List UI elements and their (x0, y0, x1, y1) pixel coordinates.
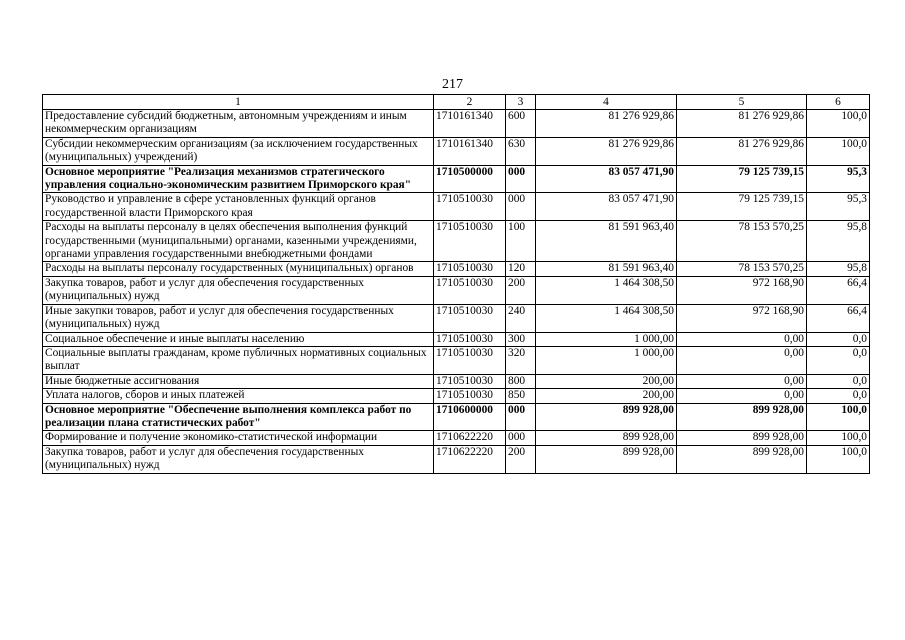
row-type-cell: 200 (506, 445, 536, 473)
row-percent-cell: 100,0 (807, 431, 870, 445)
row-type-cell: 120 (506, 262, 536, 276)
table-row (43, 304, 870, 332)
row-name-cell: Основное мероприятие "Обеспечение выполнения комплекса работ по реализации плана статистических работ" (43, 403, 434, 431)
row-name-cell: Расходы на выплаты персоналу государственных (муниципальных) органов (43, 262, 434, 276)
row-planned-amount-cell: 81 276 929,86 (536, 137, 677, 165)
row-executed-amount-cell: 81 276 929,86 (677, 110, 807, 138)
row-name-cell: Руководство и управление в сфере установленных функций органов государственной власти Приморского края (43, 193, 434, 221)
row-executed-amount-cell: 0,00 (677, 374, 807, 388)
row-executed-amount-cell: 899 928,00 (677, 445, 807, 473)
row-code-cell: 1710510030 (434, 262, 506, 276)
table-row (43, 221, 870, 262)
row-executed-amount-cell: 79 125 739,15 (677, 165, 807, 193)
row-percent-cell: 0,0 (807, 389, 870, 403)
row-name-cell: Иные закупки товаров, работ и услуг для обеспечения государственных (муниципальных) нужд (43, 304, 434, 332)
row-name-cell: Закупка товаров, работ и услуг для обеспечения государственных (муниципальных) нужд (43, 276, 434, 304)
row-percent-cell: 100,0 (807, 445, 870, 473)
row-type-cell: 600 (506, 110, 536, 138)
table-header-row (43, 95, 870, 110)
row-code-cell: 1710622220 (434, 431, 506, 445)
table-row (43, 374, 870, 388)
row-code-cell: 1710510030 (434, 193, 506, 221)
row-executed-amount-cell: 0,00 (677, 389, 807, 403)
column-header-4: 4 (536, 95, 677, 110)
row-planned-amount-cell: 1 000,00 (536, 332, 677, 346)
row-executed-amount-cell: 0,00 (677, 346, 807, 374)
table-row (43, 110, 870, 138)
column-header-5: 5 (677, 95, 807, 110)
row-executed-amount-cell: 78 153 570,25 (677, 262, 807, 276)
row-planned-amount-cell: 83 057 471,90 (536, 165, 677, 193)
row-type-cell: 300 (506, 332, 536, 346)
row-percent-cell: 0,0 (807, 346, 870, 374)
row-name-cell: Расходы на выплаты персоналу в целях обеспечения выполнения функций государственными (муниципальными) органами, казенными учреждениями, органами управления государственными внебюджетными фондами (43, 221, 434, 262)
row-planned-amount-cell: 1 464 308,50 (536, 304, 677, 332)
row-name-cell: Иные бюджетные ассигнования (43, 374, 434, 388)
column-header-3: 3 (506, 95, 536, 110)
row-executed-amount-cell: 972 168,90 (677, 276, 807, 304)
row-name-cell: Социальные выплаты гражданам, кроме публичных нормативных социальных выплат (43, 346, 434, 374)
row-percent-cell: 0,0 (807, 374, 870, 388)
table-row (43, 389, 870, 403)
row-type-cell: 000 (506, 193, 536, 221)
row-executed-amount-cell: 899 928,00 (677, 403, 807, 431)
row-code-cell: 1710622220 (434, 445, 506, 473)
row-code-cell: 1710510030 (434, 389, 506, 403)
row-planned-amount-cell: 200,00 (536, 374, 677, 388)
row-code-cell: 1710510030 (434, 374, 506, 388)
row-planned-amount-cell: 81 591 963,40 (536, 262, 677, 276)
table-row (43, 137, 870, 165)
table-row-main-activity (43, 403, 870, 431)
table-row (43, 431, 870, 445)
row-planned-amount-cell: 81 591 963,40 (536, 221, 677, 262)
row-planned-amount-cell: 200,00 (536, 389, 677, 403)
row-planned-amount-cell: 899 928,00 (536, 445, 677, 473)
row-name-cell: Социальное обеспечение и иные выплаты населению (43, 332, 434, 346)
table-body (43, 110, 870, 474)
column-header-6: 6 (807, 95, 870, 110)
row-percent-cell: 95,8 (807, 221, 870, 262)
row-planned-amount-cell: 81 276 929,86 (536, 110, 677, 138)
row-executed-amount-cell: 78 153 570,25 (677, 221, 807, 262)
row-name-cell: Предоставление субсидий бюджетным, автономным учреждениям и иным некоммерческим организациям (43, 110, 434, 138)
row-name-cell: Субсидии некоммерческим организациям (за исключением государственных (муниципальных) учреждений) (43, 137, 434, 165)
row-executed-amount-cell: 79 125 739,15 (677, 193, 807, 221)
row-percent-cell: 66,4 (807, 276, 870, 304)
row-type-cell: 200 (506, 276, 536, 304)
row-executed-amount-cell: 972 168,90 (677, 304, 807, 332)
row-code-cell: 1710510030 (434, 276, 506, 304)
row-type-cell: 850 (506, 389, 536, 403)
table-row (43, 332, 870, 346)
row-name-cell: Уплата налогов, сборов и иных платежей (43, 389, 434, 403)
row-executed-amount-cell: 81 276 929,86 (677, 137, 807, 165)
row-code-cell: 1710510030 (434, 332, 506, 346)
row-code-cell: 1710161340 (434, 137, 506, 165)
row-percent-cell: 100,0 (807, 403, 870, 431)
row-code-cell: 1710161340 (434, 110, 506, 138)
row-percent-cell: 95,3 (807, 193, 870, 221)
row-name-cell: Формирование и получение экономико-статистической информации (43, 431, 434, 445)
row-type-cell: 630 (506, 137, 536, 165)
row-planned-amount-cell: 899 928,00 (536, 431, 677, 445)
row-percent-cell: 100,0 (807, 137, 870, 165)
row-percent-cell: 95,8 (807, 262, 870, 276)
row-planned-amount-cell: 899 928,00 (536, 403, 677, 431)
table-row (43, 276, 870, 304)
row-executed-amount-cell: 0,00 (677, 332, 807, 346)
row-percent-cell: 66,4 (807, 304, 870, 332)
table-row (43, 193, 870, 221)
row-planned-amount-cell: 1 000,00 (536, 346, 677, 374)
row-type-cell: 320 (506, 346, 536, 374)
row-code-cell: 1710510030 (434, 304, 506, 332)
row-type-cell: 000 (506, 431, 536, 445)
row-planned-amount-cell: 1 464 308,50 (536, 276, 677, 304)
row-type-cell: 800 (506, 374, 536, 388)
row-code-cell: 1710510030 (434, 346, 506, 374)
row-percent-cell: 0,0 (807, 332, 870, 346)
row-type-cell: 240 (506, 304, 536, 332)
table-row (43, 445, 870, 473)
row-name-cell: Закупка товаров, работ и услуг для обеспечения государственных (муниципальных) нужд (43, 445, 434, 473)
table-row (43, 346, 870, 374)
row-percent-cell: 100,0 (807, 110, 870, 138)
column-header-1: 1 (43, 95, 434, 110)
row-code-cell: 1710510030 (434, 221, 506, 262)
row-planned-amount-cell: 83 057 471,90 (536, 193, 677, 221)
budget-execution-table (42, 94, 870, 474)
row-code-cell: 1710500000 (434, 165, 506, 193)
row-type-cell: 000 (506, 165, 536, 193)
row-name-cell: Основное мероприятие "Реализация механизмов стратегического управления социально-экономическим развитием Приморского края" (43, 165, 434, 193)
row-percent-cell: 95,3 (807, 165, 870, 193)
page-number: 217 (442, 77, 463, 92)
table-row (43, 262, 870, 276)
table-row-main-activity (43, 165, 870, 193)
row-code-cell: 1710600000 (434, 403, 506, 431)
row-executed-amount-cell: 899 928,00 (677, 431, 807, 445)
column-header-2: 2 (434, 95, 506, 110)
row-type-cell: 000 (506, 403, 536, 431)
row-type-cell: 100 (506, 221, 536, 262)
